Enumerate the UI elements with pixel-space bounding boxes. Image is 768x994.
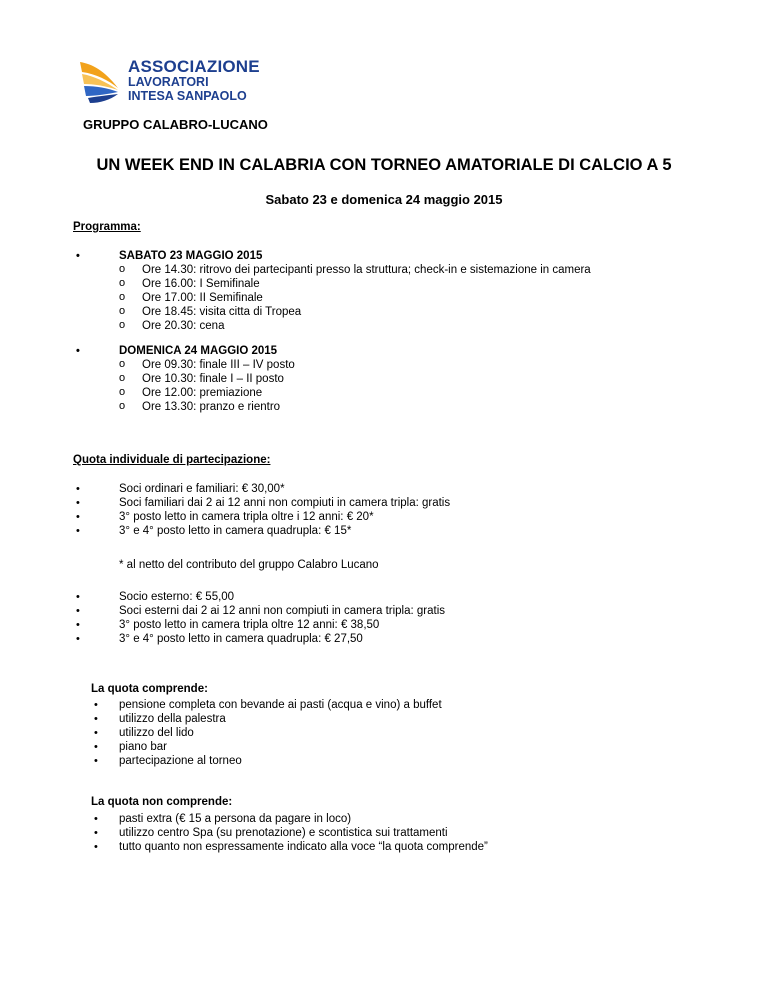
list-item: • 3° e 4° posto letto in camera quadrupla: € 27,50	[73, 632, 445, 646]
programma-day-1	[73, 249, 591, 333]
list-item: • Soci familiari dai 2 ai 12 anni non compiuti in camera tripla: gratis	[73, 496, 450, 510]
list-item: • 3° e 4° posto letto in camera quadrupla: € 15*	[73, 524, 450, 538]
schedule-item: o Ore 17.00: II Semifinale	[119, 291, 591, 305]
schedule-item: o Ore 09.30: finale III – IV posto	[119, 358, 295, 372]
list-item: • Soci ordinari e familiari: € 30,00*	[73, 482, 450, 496]
programma-heading: Programma:	[73, 221, 141, 233]
day-1-schedule	[119, 263, 591, 333]
list-item: • piano bar	[91, 740, 442, 754]
quota-soci-list	[73, 482, 450, 538]
list-item: • 3° posto letto in camera tripla oltre i 12 anni: € 20*	[73, 510, 450, 524]
list-item: • Soci esterni dai 2 ai 12 anni non compiuti in camera tripla: gratis	[73, 604, 445, 618]
schedule-item: o Ore 20.30: cena	[119, 319, 591, 333]
event-dates: Sabato 23 e domenica 24 maggio 2015	[265, 192, 503, 207]
day-label: • SABATO 23 MAGGIO 2015	[73, 249, 591, 263]
list-item: • utilizzo della palestra	[91, 712, 442, 726]
list-item: • Socio esterno: € 55,00	[73, 590, 445, 604]
list-item: • tutto quanto non espressamente indicato alla voce “la quota comprende”	[91, 840, 488, 854]
schedule-item: o Ore 16.00: I Semifinale	[119, 277, 591, 291]
comprende-heading: La quota comprende:	[91, 683, 208, 695]
logo-line-2: LAVORATORI	[128, 75, 209, 89]
non-comprende-heading: La quota non comprende:	[91, 796, 233, 808]
quota-note: * al netto del contributo del gruppo Calabro Lucano	[119, 559, 379, 571]
non-comprende-list	[91, 812, 488, 854]
logo-text	[128, 58, 260, 103]
quota-heading: Quota individuale di partecipazione:	[73, 454, 271, 466]
list-item: • 3° posto letto in camera tripla oltre 12 anni: € 38,50	[73, 618, 445, 632]
logo-line-3: INTESA SANPAOLO	[128, 88, 247, 103]
logo-line-1: ASSOCIAZIONE	[128, 57, 260, 76]
schedule-item: o Ore 14.30: ritrovo dei partecipanti presso la struttura; check-in e sistemazione in camera	[119, 263, 591, 277]
list-item: • utilizzo centro Spa (su prenotazione) e scontistica sui trattamenti	[91, 826, 488, 840]
page-title: UN WEEK END IN CALABRIA CON TORNEO AMATORIALE DI CALCIO A 5	[96, 156, 672, 174]
schedule-item: o Ore 12.00: premiazione	[119, 386, 295, 400]
quota-esterni-list	[73, 590, 445, 646]
schedule-item: o Ore 18.45: visita citta di Tropea	[119, 305, 591, 319]
wing-icon	[78, 58, 124, 104]
group-name: GRUPPO CALABRO-LUCANO	[83, 117, 268, 132]
day-label: • DOMENICA 24 MAGGIO 2015	[73, 344, 295, 358]
list-item: • pasti extra (€ 15 a persona da pagare in loco)	[91, 812, 488, 826]
comprende-list	[91, 698, 442, 768]
association-logo	[78, 58, 278, 106]
list-item: • partecipazione al torneo	[91, 754, 442, 768]
programma-day-2	[73, 344, 295, 414]
schedule-item: o Ore 10.30: finale I – II posto	[119, 372, 295, 386]
schedule-item: o Ore 13.30: pranzo e rientro	[119, 400, 295, 414]
day-2-schedule	[119, 358, 295, 414]
list-item: • pensione completa con bevande ai pasti (acqua e vino) a buffet	[91, 698, 442, 712]
list-item: • utilizzo del lido	[91, 726, 442, 740]
